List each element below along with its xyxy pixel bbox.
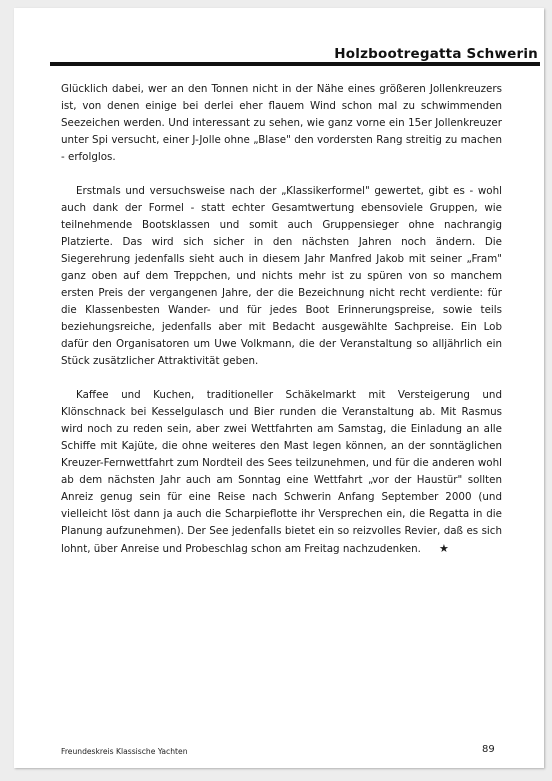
paragraph-gap	[61, 370, 502, 387]
page-number: 89	[482, 744, 495, 755]
document-page	[14, 8, 544, 768]
paragraph-3	[61, 387, 502, 558]
running-header-title: Holzbootregatta Schwerin	[334, 46, 538, 62]
paragraph-3-text: Kaffee und Kuchen, traditioneller Schäkelmarkt mit Versteigerung und Klönschnack bei Kesselgulasch und Bier runden die Veranstaltung ab. Mit Rasmus wird noch zu reden sein, aber zwei Wettfahrten am Samstag, die Einladung an alle Schiffe mit Kajüte, die ohne weiteres den Mast legen können, an der sonntäglichen Kreuzer-Fernwettfahrt zum Nordteil des Sees teilzunehmen, und für die anderen wohl ab dem nächsten Jahr auch am Sonntag eine Wettfahrt „vor der Haustür" sollten Anreiz genug sein für eine Reise nach Schwerin Anfang September 2000 (und vielleicht löst dann ja auch die Scharpieflotte ihr Versprechen ein, die Regatta in die Planung aufzunehmen). Der See jedenfalls bietet ein so reizvolles Revier, daß es sich lohnt, über Anreise und Probeschlag schon am Freitag nachzudenken.	[61, 389, 502, 555]
footer-publication: Freundeskreis Klassische Yachten	[61, 747, 188, 756]
article-body	[61, 81, 502, 558]
header-rule	[50, 62, 540, 66]
end-mark-star-icon: ★	[438, 542, 449, 555]
paragraph-2: Erstmals und versuchsweise nach der „Klassikerformel" gewertet, gibt es - wohl auch dank der Formel - statt echter Gesamtwertung ebensoviele Gruppen, wie teilnehmende Bootsklassen und somit auch Gruppensieger ohne nachrangig Platzierte. Das wird sich sicher in den nächsten Jahren noch ändern. Die Siegerehrung jedenfalls sieht auch in diesem Jahr Manfred Jakob mit seiner „Fram" ganz oben auf dem Treppchen, und nichts mehr ist zu spüren von so manchem ersten Preis der vergangenen Jahre, der die Bezeichnung nicht recht verdiente: für die Klassenbesten Wander- und für jedes Boot Erinnerungspreise, sowie teils beziehungsreiche, jedenfalls aber mit Bedacht ausgewählte Sachpreise. Ein Lob dafür den Organisatoren um Uwe Volkmann, die der Veranstaltung so alljährlich ein Stück zusätzlicher Attraktivität geben.	[61, 185, 502, 367]
paragraph-1: Glücklich dabei, wer an den Tonnen nicht in der Nähe eines größeren Jollenkreuzers ist, von denen einige bei derlei eher flauem Wind schon mal zu schwimmenden Seezeichen werden. Und interessant zu sehen, wie ganz vorne ein 15er Jollenkreuzer unter Spi versucht, einer J-Jolle ohne „Blase" den vordersten Rang streitig zu machen - erfolglos.	[61, 83, 502, 163]
paragraph-gap	[61, 166, 502, 183]
